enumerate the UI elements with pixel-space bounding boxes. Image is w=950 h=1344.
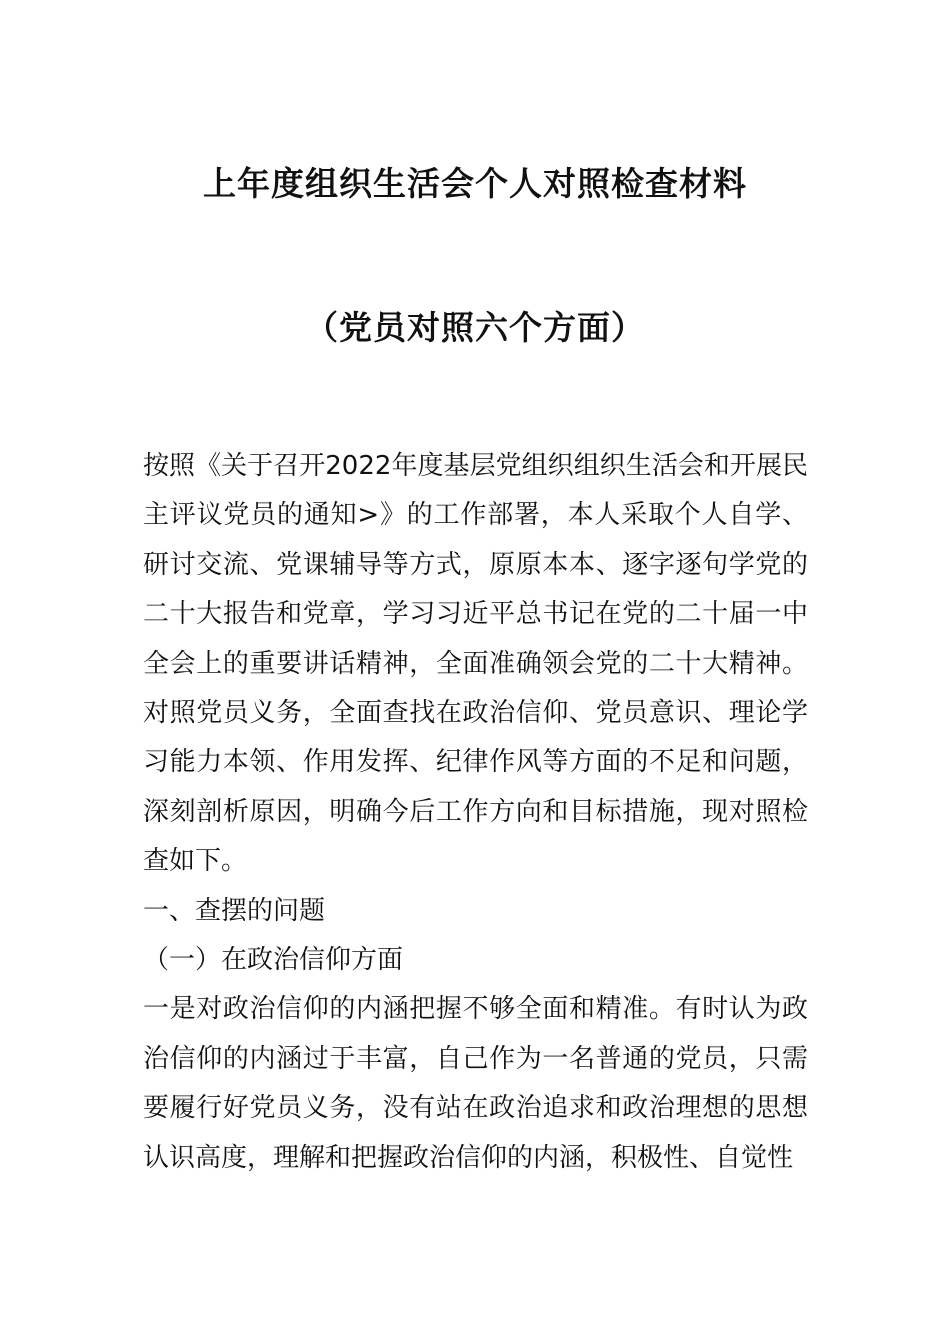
subsection-heading: （一）在政治信仰方面 xyxy=(143,945,404,976)
document-subtitle: （党员对照六个方面） xyxy=(305,308,645,347)
document-body xyxy=(143,442,808,1183)
document-title: 上年度组织生活会个人对照检查材料 xyxy=(203,164,747,203)
section-heading: 一、查摆的问题 xyxy=(143,895,326,926)
intro-paragraph: 按照《关于召开2022年度基层党组织组织生活会和开展民主评议党员的通知>》的工作部署，本人采取个人自学、研讨交流、党课辅导等方式，原原本本、逐字逐句学党的二十大报告和党章，学习习近平总书记在党的二十届一中全会上的重要讲话精神，全面准确领会党的二十大精神。对照党员义务，全面查找在政治信仰、党员意识、理论学习能力本领、作用发挥、纪律作风等方面的不足和问题，深刻剖析原因，明确今后工作方向和目标措施，现对照检查如下。 xyxy=(143,451,808,877)
body-paragraph: 一是对政治信仰的内涵把握不够全面和精准。有时认为政治信仰的内涵过于丰富，自己作为一名普通的党员，只需要履行好党员义务，没有站在政治追求和政治理想的思想认识高度，理解和把握政治信仰的内涵，积极性、自觉性 xyxy=(143,994,808,1173)
